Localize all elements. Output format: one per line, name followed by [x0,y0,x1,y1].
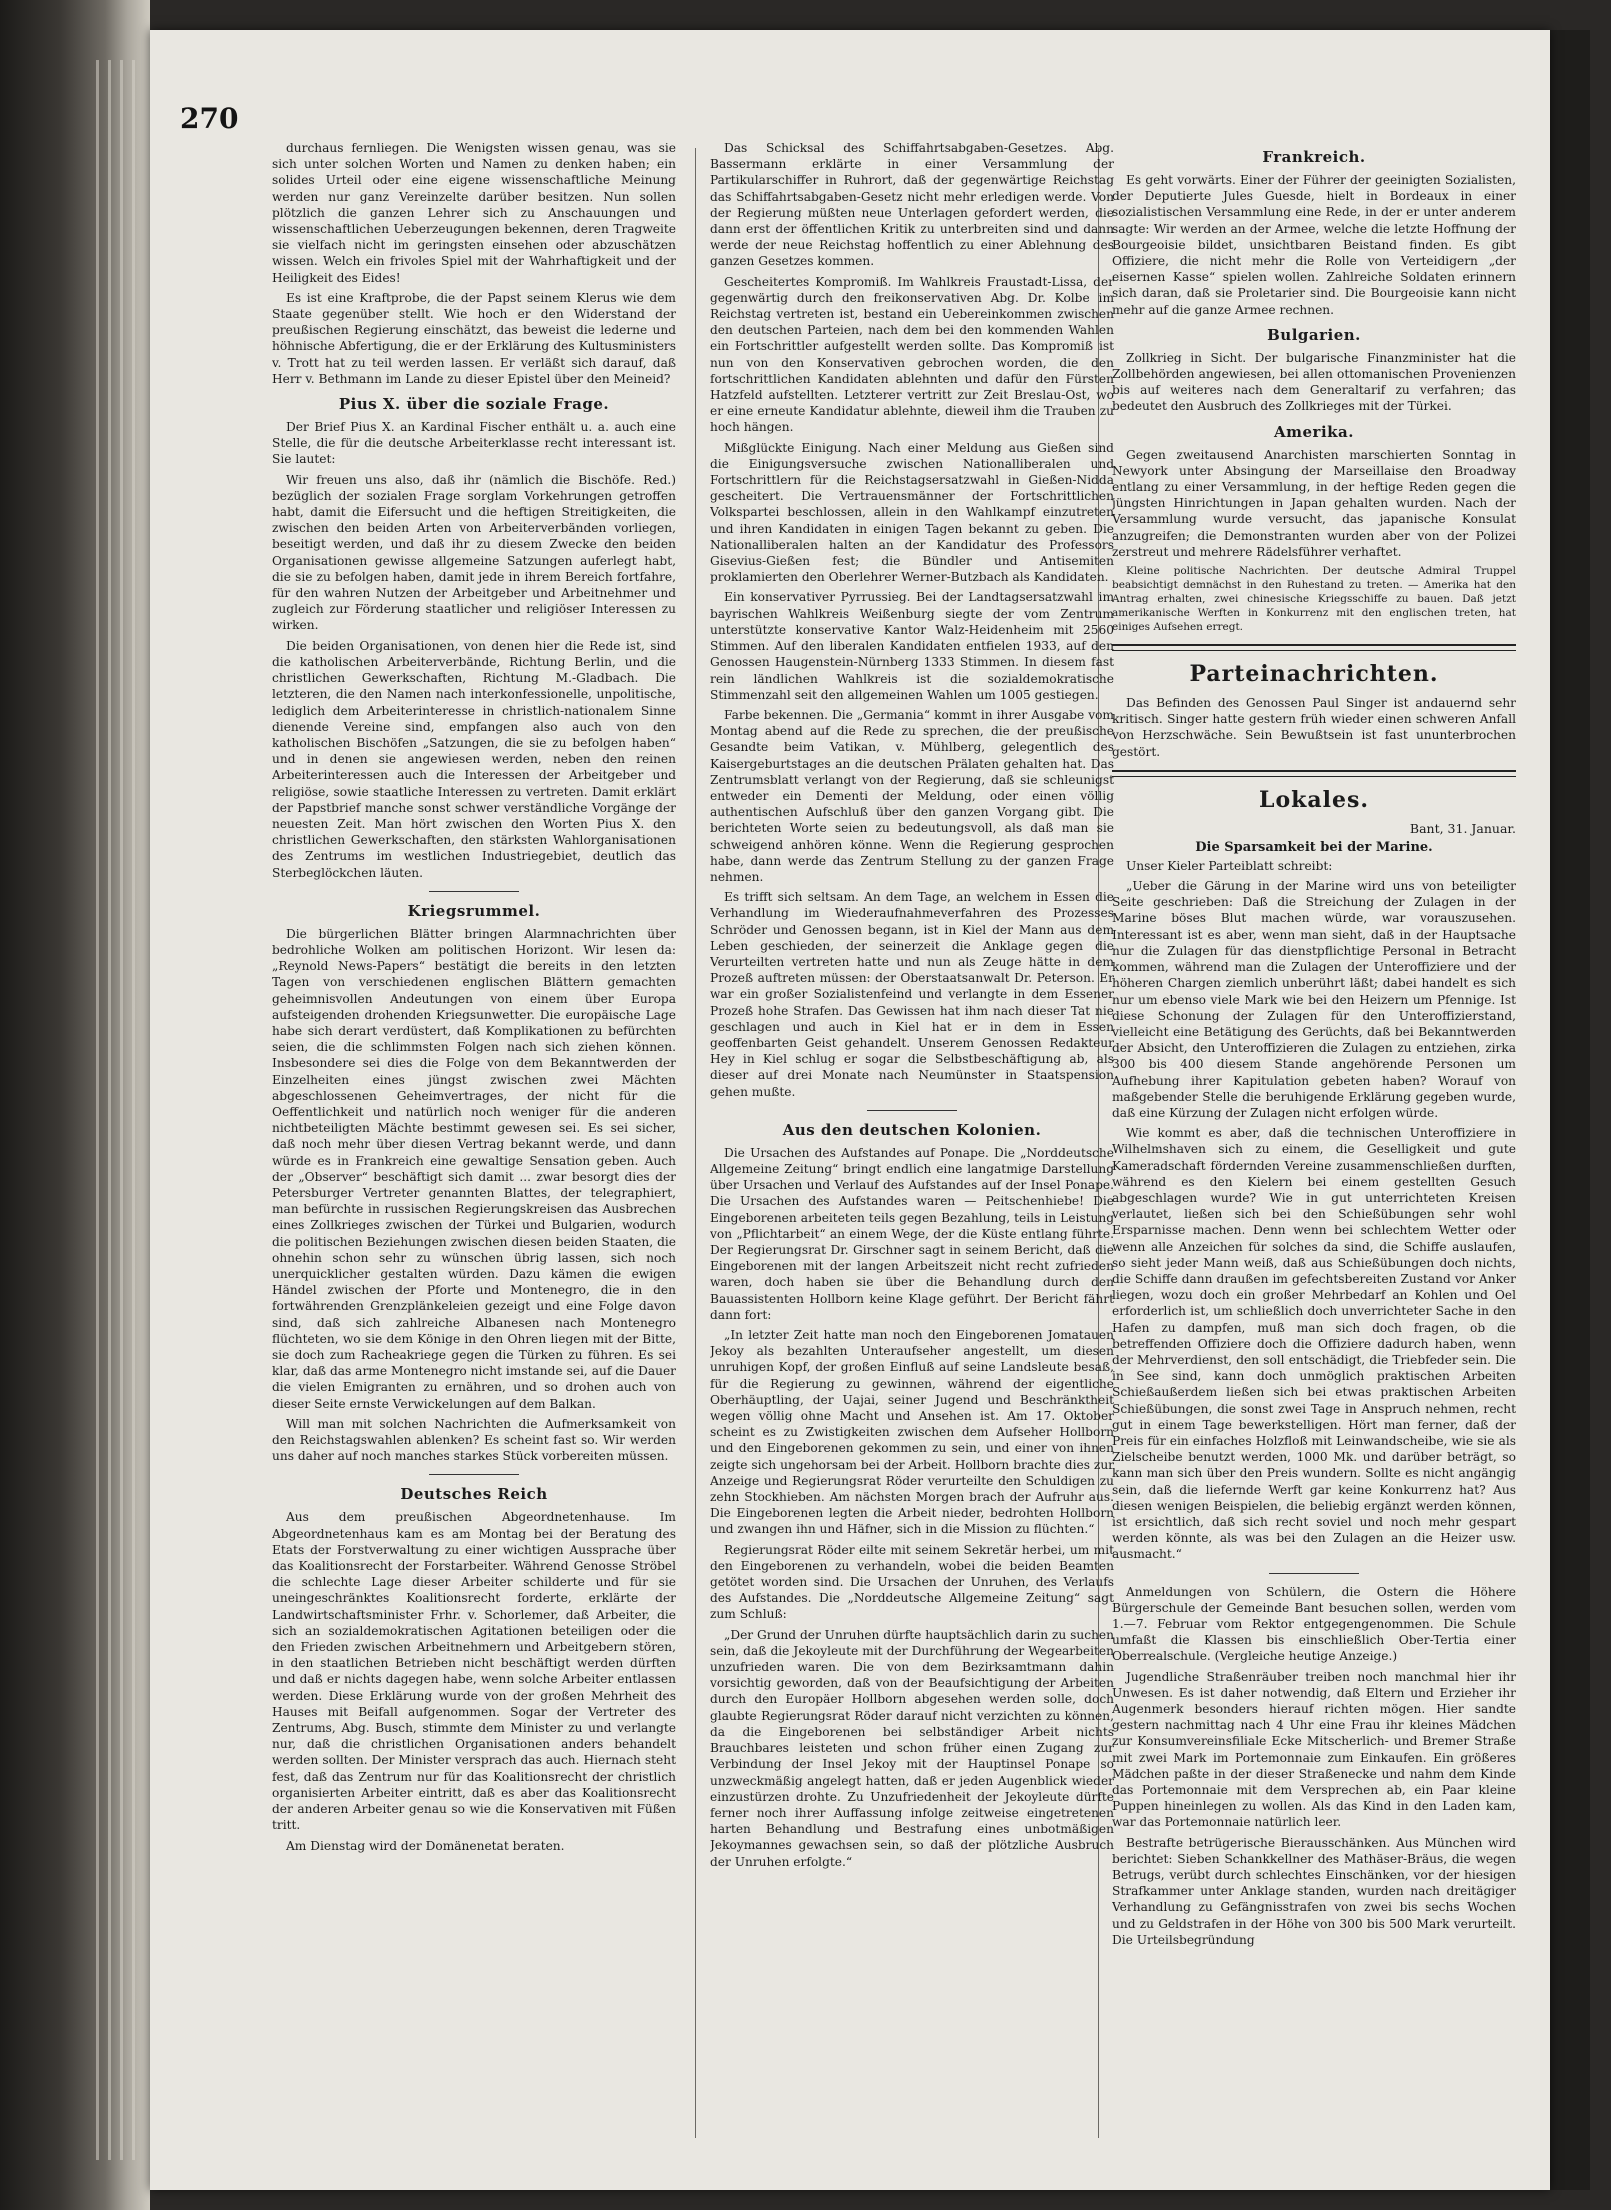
article-paragraph: Farbe bekennen. Die „Germania“ kommt in ihrer Ausgabe vom Montag abend auf die Rede zu sprechen, die der preußische Gesandte beim Vatikan, v. Mühlberg, gelegentlich des Kaisergeburtstages an die deutschen Prälaten gehalten hat. Das Zentrumsblatt verlangt von der Regierung, daß sie schleunigst entweder ein Dementi der Meldung, oder einen völlig authentischen Aufschluß über den ganzen Vorgang gibt. Die berichteten Worte seien zu bedeutungsvoll, als daß man sie schweigend anhören könne. Wenn die Regierung gesprochen habe, dann werde das Zentrum Stellung zu der ganzen Frage nehmen. [710,707,1114,884]
article-paragraph: Bestrafte betrügerische Bierausschänken. Aus München wird berichtet: Sieben Schankkellner des Mathäser-Bräus, die wegen Betrugs, verübt durch schlechtes Einschänken, vor der hiesigen Strafkammer unter Anklage standen, wurden nach dreitägiger Verhandlung zu Gefängnisstrafen von zwei bis sechs Wochen und zu Geldstrafen in der Höhe von 300 bis 500 Mark verurteilt. Die Urteilsbegründung [1112,1835,1516,1947]
article-paragraph: Wir freuen uns also, daß ihr (nämlich die Bischöfe. Red.) bezüglich der sozialen Frage sorglam Vorkehrungen getroffen habt, damit die Eifersucht und die heftigen Streitigkeiten, die zwischen den beiden Arten von Arbeiterverbänden vorliegen, beseitigt werden, und daß ihr zu diesem Zwecke den beiden Organisationen gewisse allgemeine Satzungen auferlegt habt, die sie zu befolgen haben, damit jede in ihrem Bereich fortfahre, für den wahren Nutzen der Arbeitgeber und Arbeitnehmer und zugleich zur Förderung staatlicher und religiöser Interessen zu wirken. [272,472,676,633]
section-heading: Lokales. [1258,786,1370,813]
page-number: 270 [180,102,239,135]
article-paragraph: Die beiden Organisationen, von denen hier die Rede ist, sind die katholischen Arbeiterverbände, Richtung Berlin, und die christlichen Gewerkschaften, Richtung M.-Gladbach. Die letzteren, die den Namen nach interkonfessionelle, unpolitische, lediglich dem Arbeiterinteresse in christlich-nationalem Sinne dienende Vereine sind, empfangen also auch von den katholischen Bischöfen „Satzungen, die sie zu befolgen haben“ und in denen sie angewiesen werden, neben den reinen Arbeiterinteressen auch die Interessen der Arbeitgeber und religiöse, sowie staatliche Interessen zu vertreten. Damit erklärt der Papstbrief manche sonst schwer verständliche Vorgänge der neuesten Zeit. Man hört zwischen den Worten Pius X. den christlichen Gewerkschaften, den stärksten Wahlorganisationen des Zentrums im westlichen Industriegebiet, deutlich das Sterbeglöckchen läuten. [272,638,676,880]
article-heading: Aus den deutschen Kolonien. [782,1120,1042,1139]
section-rule [429,891,519,892]
article-paragraph: Die Ursachen des Aufstandes auf Ponape. Die „Norddeutsche Allgemeine Zeitung“ bringt endlich eine langatmige Darstellung über Ursachen und Verlauf des Aufstandes auf der Insel Ponape. Die Ursachen des Aufstandes waren — Peitschenhiebe! Die Eingeborenen arbeiteten teils gegen Bezahlung, teils in Leistung von „Pflichtarbeit“ an einem Wege, der die Küste entlang führte. Der Regierungsrat Dr. Girschner sagt in seinem Bericht, daß die Eingeborenen mit der langen Arbeitszeit nicht recht zufrieden waren, doch haben sie über die Behandlung durch den Bauassistenten Hollborn keine Klage geführt. Der Bericht fährt dann fort: [710,1145,1114,1322]
column-2 [710,140,1114,2140]
article-paragraph: Wie kommt es aber, daß die technischen Unteroffiziere in Wilhelmshaven sich zu einem, die Geselligkeit und gute Kameradschaft fördernden Vereine zusammenschließen durften, während es den Kielern bei einem gestellten Gesuch abgeschlagen wurde? Wie in gut unterrichteten Kreisen verlautet, ließen sich bei den Schießübungen sehr wohl Ersparnisse machen. Denn wenn bei schlechtem Wetter oder wenn alle Anzeichen für solches da sind, die Schiffe auslaufen, so sieht jeder Mann weiß, daß aus Schießübungen doch nichts, die Schiffe dann draußen im gefechtsbereiten Zustand vor Anker liegen, wozu doch ein großer Mehrbedarf an Kohlen und Oel erforderlich ist, um schließlich doch unverrichteter Sache in den Hafen zu dampfen, muß man sich doch fragen, ob die betreffenden Offiziere doch die Offiziere dadurch haben, wenn der Mehrverdienst, den soll entschädigt, die Triebfeder sein. Die in See sind, kann doch unmöglich praktischen Arbeiten Schießaußerdem ließen sich bei etwas praktischen Arbeiten Schießübungen, die sonst zwei Tage in Anspruch nehmen, recht gut in einem Tage bewerkstelligen. Hört man ferner, daß der Preis für ein einfaches Holzfloß mit Leinwandscheibe, wie sie als Zielscheibe benutzt werden, 1000 Mk. und darüber beträgt, so kann man sich über den Preis wundern. Sollte es nicht angängig sein, daß die liefernde Werft gar keine Konkurrenz hat? Aus diesen wenigen Beispielen, die beliebig ergänzt werden können, ist ersichtlich, daß sich recht soviel und noch mehr gespart werden könnte, als was bei den Zulagen an die Heizer usw. ausmacht.“ [1112,1126,1516,1562]
article-paragraph: Es trifft sich seltsam. An dem Tage, an welchem in Essen die Verhandlung im Wiederaufnahmeverfahren des Prozesses Schröder und Genossen begann, ist in Kiel der Mann aus dem Leben geschieden, der seinerzeit die Anklage gegen die Verurteilten vertreten hatte und nun als Zeuge hätte in dem Prozeß auftreten müssen: der Oberstaatsanwalt Dr. Peterson. Er war ein großer Sozialistenfeind und verlangte in dem Essener Prozeß hohe Strafen. Das Gewissen hat ihm nach dieser Tat nie geschlagen und auch in Kiel hat er in dem in Essen geoffenbarten Geist gehandelt. Unserem Genossen Redakteur Hey in Kiel schlug er sogar die Selbstbeschäftigung ab, als dieser auf drei Monate nach Neumünster in Staatspension gehen mußte. [710,890,1114,1099]
column-3 [1112,140,1516,2140]
article-paragraph: Jugendliche Straßenräuber treiben noch manchmal hier ihr Unwesen. Es ist daher notwendig, daß Eltern und Erzieher ihr Augenmerk besonders hierauf richten mögen. Hier sandte gestern nachmittag nach 4 Uhr eine Frau ihr kleines Mädchen zur Konsumvereinsfiliale Ecke Mitscherlich- und Bremer Straße mit zwei Mark im Portemonnaie zum Einkaufen. Ein größeres Mädchen paßte in der dieser Straßenecke und nahm dem Kinde das Portemonnaie mit dem Versprechen ab, ein Paar kleine Puppen hineinlegen zu wollen. Als das Kind in den Laden kam, war das Portemonnaie natürlich leer. [1112,1669,1516,1830]
article-paragraph: Aus dem preußischen Abgeordnetenhause. Im Abgeordnetenhaus kam es am Montag bei der Beratung des Etats der Forstverwaltung zu einer wichtigen Aussprache über das Koalitionsrecht der Forstarbeiter. Während Genosse Ströbel die schlechte Lage dieser Arbeiter schilderte und für sie uneingeschränktes Koalitionsrecht forderte, erklärte der Landwirtschaftsminister Frhr. v. Schorlemer, daß Arbeiter, die sich an sozialdemokratischen Agitationen beteiligen oder die den Frieden zwischen Arbeitnehmern und Arbeitgebern stören, in den staatlichen Betrieben nicht beschäftigt werden dürften und daß er nichts dagegen habe, wenn solche Arbeiter entlassen werden. Diese Erklärung wurde von der großen Mehrheit des Hauses mit Beifall aufgenommen. Sogar der Vertreter des Zentrums, Abg. Busch, stimmte dem Minister zu und verlangte nur, daß die christlichen Organisationen anders behandelt werden sollten. Der Minister versprach das auch. Hiernach steht fest, daß das Zentrum nur für das Koalitionsrecht der christlich organisierten Arbeiter eintritt, daß es aber das Koalitionsrecht der anderen Arbeiter genau so wie die Konservativen mit Füßen tritt. [272,1510,676,1833]
double-rule [1112,770,1516,777]
article-paragraph: Anmeldungen von Schülern, die Ostern die Höhere Bürgerschule der Gemeinde Bant besuchen sollen, werden vom 1.—7. Februar vom Rektor entgegengenommen. Die Schule umfaßt die Klassen bis einschließlich Ober-Tertia einer Oberrealschule. (Vergleiche heutige Anzeige.) [1112,1584,1516,1664]
article-paragraph: Zollkrieg in Sicht. Der bulgarische Finanzminister hat die Zollbehörden angewiesen, bei allen ottomanischen Provenienzen bis auf weiteres nach dem Generaltarif zu verfahren; das bedeutet den Ausbruch des Zollkrieges mit der Türkei. [1112,350,1516,414]
article-heading: Amerika. [1274,422,1354,441]
column-rule [695,148,696,2138]
article-paragraph: Das Schicksal des Schiffahrtsabgaben-Gesetzes. Abg. Bassermann erklärte in einer Versammlung der Partikularschiffer in Ruhrort, daß der gegenwärtige Reichstag das Schiffahrtsabgaben-Gesetz nicht mehr erledigen werde. Von der Regierung müßten neue Unterlagen gefordert werden, die dann erst der öffentlichen Kritik zu unterbreiten sind und dann werde der neue Reichstag hoffentlich zu einer Ablehnung des ganzen Gesetzes kommen. [710,141,1114,269]
section-rule [867,1110,957,1111]
article-paragraph: Die bürgerlichen Blätter bringen Alarmnachrichten über bedrohliche Wolken am politischen Horizont. Wir lesen da: „Reynold News-Papers“ bestätigt die bereits in den letzten Tagen von verschiedenen englischen Blättern gemachten geheimnisvollen Andeutungen von einem über Europa aufsteigenden drohenden Kriegsunwetter. Die europäische Lage habe sich derart verdüstert, daß Komplikationen zu befürchten seien, die die schlimmsten Folgen nach sich ziehen können. Insbesondere sei dies die Folge von dem Bekanntwerden der Einzelheiten eines jüngst zwischen zwei Mächten abgeschlossenen Geheimvertrages, der nicht für die Oeffentlichkeit und natürlich noch weniger für die anderen nichtbeteiligten Mächte bestimmt gewesen sei. Es sei sicher, daß noch mehr über diesen Vertrag bekannt werde, und dann würde es in Frankreich eine gewaltige Sensation geben. Auch der „Observer“ beschäftigt sich damit ... zwar besorgt dies der Petersburger Vertreter genannten Blattes, der telegraphiert, man befürchte in russischen Regierungskreisen das Ausbrechen eines Zollkrieges zwischen der Türkei und Bulgarien, wodurch die politischen Beziehungen zwischen diesen beiden Staaten, die ohnehin schon sehr zu wünschen übrig lassen, sich noch unerquicklicher gestalten würden. Dazu kämen die ewigen Händel zwischen der Pforte und Montenegro, die in den fortwährenden Grenzplänkeleien gezeigt und eine Folge davon sind, daß sich zahlreiche Albanesen nach Montenegro flüchteten, wo sie dem Könige in den Ohren liegen mit der Bitte, sie doch zum Racheakriege gegen die Türken zu führen. Es sei klar, daß das arme Montenegro nicht imstande sei, auf die Dauer die vielen Emigranten zu ernähren, und so drohen auch von dieser Seite ernste Verwickelungen auf dem Balkan. [272,926,676,1411]
article-paragraph: Das Befinden des Genossen Paul Singer ist andauernd sehr kritisch. Singer hatte gestern früh wieder einen schweren Anfall von Herzschwäche. Sein Bewußtsein ist fast ununterbrochen gestört. [1112,696,1516,759]
article-heading: Frankreich. [1262,148,1366,166]
section-rule [1269,1573,1359,1574]
article-paragraph: Regierungsrat Röder eilte mit seinem Sekretär herbei, um mit den Eingeborenen zu verhandeln, wobei die beiden Beamten getötet worden sind. Die Ursachen der Unruhen, des Verlaufs des Aufstandes. Die „Norddeutsche Allgemeine Zeitung“ sagt zum Schluß: [710,1542,1114,1622]
article-paragraph: Es ist eine Kraftprobe, die der Papst seinem Klerus wie dem Staate gegenüber stellt. Wie hoch er den Widerstand der preußischen Regierung einschätzt, das beweist die lederne und höhnische Abfertigung, die er der Erklärung des Kultusministers v. Trott hat zu teil werden lassen. Er verläßt sich darauf, daß Herr v. Bethmann im Lande zu dieser Epistel über den Meineid? [272,290,676,386]
article-paragraph: Der Brief Pius X. an Kardinal Fischer enthält u. a. auch eine Stelle, die für die deutsche Arbeiterklasse recht interessant ist. Sie lautet: [272,420,676,467]
section-rule [429,1474,519,1475]
article-paragraph: Am Dienstag wird der Domänenetat beraten. [286,1838,565,1853]
page-edge [1550,30,1590,2190]
section-heading: Parteinachrichten. [1189,661,1439,688]
book-binding [0,0,150,2210]
article-paragraph: Es geht vorwärts. Einer der Führer der geeinigten Sozialisten, der Deputierte Jules Guesde, hielt in Bordeaux in einer sozialistischen Versammlung eine Rede, in der er unter anderem sagte: Wir werden an der Armee, welche die letzte Hoffnung der Bourgeoisie bildet, unsichtbaren Beistand finden. Es gibt Offiziere, die nicht mehr die Rolle von Verteidigern „der eisernen Kasse“ spielen wollen. Zahlreiche Soldaten erinnern sich daran, daß sie Proletarier sind. Die Bourgeoisie kann nicht mehr auf die ganze Armee rechnen. [1112,173,1516,317]
article-paragraph: Mißglückte Einigung. Nach einer Meldung aus Gießen sind die Einigungsversuche zwischen Nationalliberalen und Fortschrittlern für die Reichstagsersatzwahl in Gießen-Nidda gescheitert. Die Vertrauensmänner der Fortschrittlichen Volkspartei beschlossen, allein in den Wahlkampf einzutreten und ihren Kandidaten in einigen Tagen bekannt zu geben. Die Nationalliberalen halten an der Kandidatur des Professors Gisevius-Gießen fest; die Bündler und Antisemiten proklamierten den Oberlehrer Werner-Butzbach als Kandidaten. [710,440,1114,585]
article-paragraph: Unser Kieler Parteiblatt schreibt: [1126,858,1333,873]
article-heading: Deutsches Reich [400,1485,548,1504]
article-heading: Pius X. über die soziale Frage. [338,395,610,414]
column-1 [272,140,676,2140]
article-heading: Kriegsrummel. [407,901,541,920]
newspaper-page [150,30,1550,2190]
article-paragraph: „Ueber die Gärung in der Marine wird uns von beteiligter Seite geschrieben: Daß die Streichung der Zulagen in der Marine böses Blut machen würde, war vorauszusehen. Interessant ist es aber, wenn man sieht, daß in der Hauptsache nur die Zulagen für das dienstpflichtige Personal in Betracht kommen, während man die Zulagen der Unteroffiziere und der höheren Chargen ziemlich unberührt läßt; dabei handelt es sich nur um ebenso viele Mark wie bei den Heizern um Pfennige. Ist diese Schonung der Zulagen für den Unteroffizierstand, vielleicht eine Betätigung des Gerüchts, daß bei Bekanntwerden der Absicht, den Unteroffizieren die Zulagen zu entziehen, zirka 300 bis 400 diesem Stande angehörende Personen um Aufhebung ihrer Kapitulation gebeten haben? Worauf von maßgebender Stelle die beruhigende Erklärung gegeben wurde, daß eine Kürzung der Zulagen nicht erfolgen würde. [1112,879,1516,1120]
double-rule [1112,644,1516,651]
article-paragraph: Gegen zweitausend Anarchisten marschierten Sonntag in Newyork unter Absingung der Marseillaise den Broadway entlang zu einer Versammlung, in der heftige Reden gegen die jüngsten Hinrichtungen in Japan gehalten wurden. Nach der Versammlung wurde versucht, das japanische Konsulat anzugreifen; die Demonstranten wurden aber von der Polizei zerstreut und mehrere Rädelsführer verhaftet. [1112,447,1516,559]
article-paragraph: „Der Grund der Unruhen dürfte hauptsächlich darin zu suchen sein, daß die Jekoyleute mit der Durchführung der Wegearbeiten unzufrieden waren. Die von dem Bezirksamtmann dahin vorsichtig geworden, daß von der Beaufsichtigung der Arbeiten durch den Europäer Hollborn abgesehen werden solle, doch glaubte Regierungsrat Röder darauf nicht verzichten zu können, da die Eingeborenen bei selbständiger Arbeit nichts Brauchbares leisteten und schon früher einen Zugang zur Verbindung der Insel Jekoy mit der Hauptinsel Ponape so unzweckmäßig angelegt hatten, daß er jeden Augenblick wieder einzustürzen drohte. Zu Unzufriedenheit der Jekoyleute dürfte ferner noch ihrer Auffassung infolge zeitweise eingetretenen harten Behandlung und Bestrafung eines unbotmäßigen Jekoymannes gewachsen sein, so daß der plötzliche Ausbruch der Unruhen erfolgte.“ [710,1627,1114,1869]
dateline: Bant, 31. Januar. [1409,820,1516,836]
article-heading: Die Sparsamkeit bei der Marine. [1195,839,1433,855]
article-paragraph: Gescheitertes Kompromiß. Im Wahlkreis Fraustadt-Lissa, der gegenwärtig durch den freikonservativen Abg. Dr. Kolbe im Reichstag vertreten ist, bestand ein Uebereinkommen zwischen den deutschen Parteien, nach dem bei den kommenden Wahlen ein Fortschrittler aufgestellt werden sollte. Das Kompromiß ist nun von den Konservativen gebrochen worden, die den fortschrittlichen Kandidaten ablehnten und dafür den Fürsten Hatzfeld aufstellten. Letzterer vertritt zur Zeit Breslau-Ost, wo er eine erneute Kandidatur ablehnte, dieweil ihm die Trauben zu hoch hängen. [710,274,1114,435]
article-paragraph: durchaus fernliegen. Die Wenigsten wissen genau, was sie sich unter solchen Worten und Namen zu denken haben; ein solides Urteil oder eine eigene wissenschaftliche Meinung werden nur ganz Vereinzelte darüber besitzen. Nun sollen plötzlich die ganzen Lehrer sich zu Anschauungen und wissenschaftlichen Ueberzeugungen bekennen, deren Tragweite sie vielfach nicht im geringsten einsehen oder abzuschätzen wissen. Welch ein frivoles Spiel mit der Wahrhaftigkeit und der Heiligkeit des Eides! [272,141,676,285]
article-paragraph: Kleine politische Nachrichten. Der deutsche Admiral Truppel beabsichtigt demnächst in den Ruhestand zu treten. — Amerika hat den Antrag erhalten, zwei chinesische Kriegsschiffe zu bauen. Daß jetzt amerikanische Werften in Konkurrenz mit den englischen treten, hat einiges Aufsehen erregt. [1112,565,1516,634]
article-heading: Bulgarien. [1267,325,1361,344]
article-paragraph: Will man mit solchen Nachrichten die Aufmerksamkeit von den Reichstagswahlen ablenken? Es scheint fast so. Wir werden uns daher auf noch manches starkes Stück vorbereiten müssen. [272,1416,676,1464]
article-paragraph: Ein konservativer Pyrrussieg. Bei der Landtagsersatzwahl im bayrischen Wahlkreis Weißenburg siegte der vom Zentrum unterstützte konservative Kantor Walz-Heidenheim mit 2560 Stimmen. Auf den liberalen Kandidaten entfielen 1933, auf den Genossen Haugenstein-Nürnberg 1333 Stimmen. In diesem fast rein ländlichen Wahlkreis ist die sozialdemokratische Stimmenzahl seit den allgemeinen Wahlen um 1005 gestiegen. [710,590,1114,702]
article-paragraph: „In letzter Zeit hatte man noch den Eingeborenen Jomatauen Jekoy als bezahlten Unteraufseher angestellt, um diesen unruhigen Kopf, der großen Einfluß auf seine Landsleute besaß, für die Regierung zu gewinnen, während der eigentliche Oberhäuptling, der Uajai, seiner Jugend und Beschränktheit wegen völlig ohne Macht und Ansehen ist. Am 17. Oktober scheint es zu Zwistigkeiten zwischen dem Aufseher Hollborn und den Eingeborenen gekommen zu sein, und einer von ihnen zeigte sich ungehorsam bei der Arbeit. Hollborn brachte dies zur Anzeige und Regierungsrat Röder verurteilte den Schuldigen zu zehn Stockhieben. Am nächsten Morgen brach der Aufruhr aus. Die Eingeborenen legten die Arbeit nieder, bedrohten Hollborn und zwangen ihn und Häfner, sich in die Mission zu flüchten.“ [710,1328,1114,1537]
